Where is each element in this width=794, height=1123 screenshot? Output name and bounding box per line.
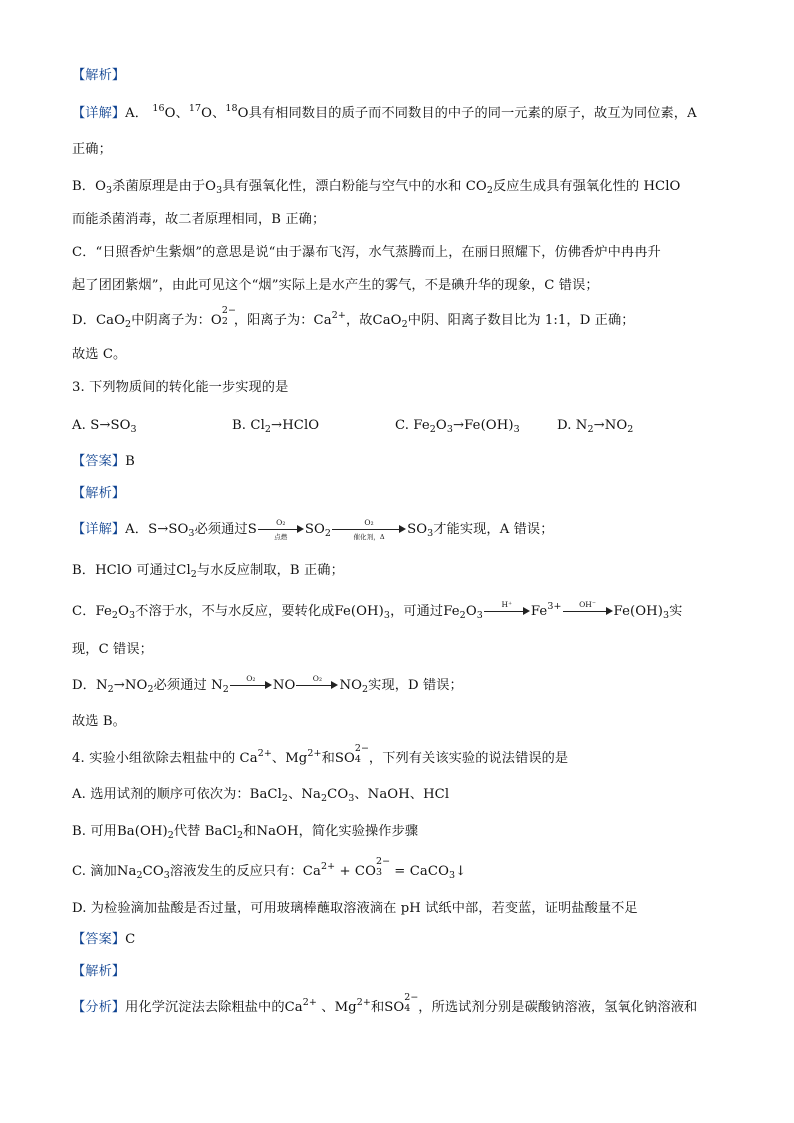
reaction-arrow: O₂ 催化剂，Δ xyxy=(332,522,406,538)
analysis-intro-line: 【分析】用化学沉淀法去除粗盐中的$Ca^{2+}$ 、$Mg^{2+}$和SO 2− 4 ，所选试剂分别是碳酸钠溶液，氢氧化钠溶液和 xyxy=(72,992,698,1015)
reaction-arrow: H⁺ xyxy=(484,604,530,620)
q3-option-d[interactable]: D. $N_2\to NO_2$ xyxy=(557,418,634,435)
reaction-arrow: OH⁻ xyxy=(563,604,613,620)
reaction-arrow: O₂ 点燃 xyxy=(258,522,304,538)
q3-option-b[interactable]: B. $Cl_2\to HClO$ xyxy=(232,418,320,435)
detail-line-c: C．“日照香炉生紫烟”的意思是说“由于瀑布飞泻，水气蒸腾而上，在丽日照耀下，仿佛香炉中冉冉升 xyxy=(72,245,661,260)
q4-option-d[interactable]: D. 为检验滴加盐酸是否过量，可用玻璃棒蘸取溶液滴在 pH 试纸中部，若变蓝，证明盐酸量不足 xyxy=(72,901,638,916)
detail-line-b-cont: 而能杀菌消毒，故二者原理相同，B 正确； xyxy=(72,212,326,227)
reaction-arrow: O₂ xyxy=(296,678,338,694)
detail-line-a-cont: 正确； xyxy=(72,142,112,157)
q3-option-c[interactable]: C. $Fe_2O_3\to Fe(OH)_3$ xyxy=(395,418,520,435)
detail-line-b: B．HClO 可通过$Cl_2$与水反应制取，B 正确； xyxy=(72,563,344,580)
q4-option-a[interactable]: A. 选用试剂的顺序可依次为：BaCl$_2$、$Na_2CO_3$、NaOH、HCl xyxy=(72,787,450,804)
analysis-label: 【解析】 xyxy=(72,68,126,83)
q4-option-c[interactable]: C. 滴加$Na_2CO_3$溶液发生的反应只有：$Ca^{2+}$ + CO 2− 3 = CaCO$_3$↓ xyxy=(72,856,467,881)
detail-line-d: D．CaO$_2$中阴离子为：O 2− 2 ，阳离子为：$Ca^{2+}$，故CaO$_2$中阴、阳离子数目比为 1:1，D 正确； xyxy=(72,305,635,330)
answer-line: 【答案】C xyxy=(72,932,136,947)
detail-line-c: C．$Fe_2O_3$不溶于水，不与水反应，要转化成$Fe(OH)_3$，可通过$Fe_2O_3$ H⁺ $Fe^{3+}$ OH⁻ $Fe(OH)_3$实 xyxy=(72,599,683,621)
reaction-arrow: O₂ xyxy=(230,678,272,694)
analysis-label: 【解析】 xyxy=(72,486,126,501)
detail-line-a: 【详解】A．$S\to SO_3$必须通过S O₂ 点燃 $SO_2$ O₂ 催化剂，Δ $SO_3$才能实现，A 错误； xyxy=(72,517,554,541)
conclusion-line: 故选 B。 xyxy=(72,714,126,729)
question-4-stem: 4. 实验小组欲除去粗盐中的 $Ca^{2+}$、$Mg^{2+}$和SO 2− 4 ，下列有关该实验的说法错误的是 xyxy=(72,743,569,766)
detail-line-c-cont: 现，C 错误； xyxy=(72,642,153,657)
conclusion-line: 故选 C。 xyxy=(72,347,127,362)
q3-option-a[interactable]: A. $S\to SO_3$ xyxy=(72,418,137,435)
analysis-label: 【解析】 xyxy=(72,964,126,979)
detail-line-c-cont: 起了团团紫烟”，由此可见这个“烟”实际上是水产生的雾气，不是碘升华的现象，C 错误； xyxy=(72,278,599,293)
question-3-stem: 3. 下列物质间的转化能一步实现的是 xyxy=(72,380,289,395)
q4-option-b[interactable]: B. 可用$Ba(OH)_2$代替 BaCl$_2$和NaOH，简化实验操作步骤 xyxy=(72,824,419,841)
detail-line-a: 【详解】A． $^{16}$O、$^{17}$O、$^{18}$O具有相同数目的质子而不同数目的中子的同一元素的原子，故互为同位素，A xyxy=(72,103,697,121)
detail-line-d: D．$N_2\to NO_2$必须通过 $N_2$ O₂ NO O₂ $NO_2$实现，D 错误； xyxy=(72,673,463,695)
detail-line-b: B．$O_3$杀菌原理是由于$O_3$具有强氧化性，漂白粉能与空气中的水和 $CO_2$反应生成具有强氧化性的 HClO xyxy=(72,179,681,196)
question-3-options xyxy=(72,416,712,436)
answer-line: 【答案】B xyxy=(72,454,135,469)
